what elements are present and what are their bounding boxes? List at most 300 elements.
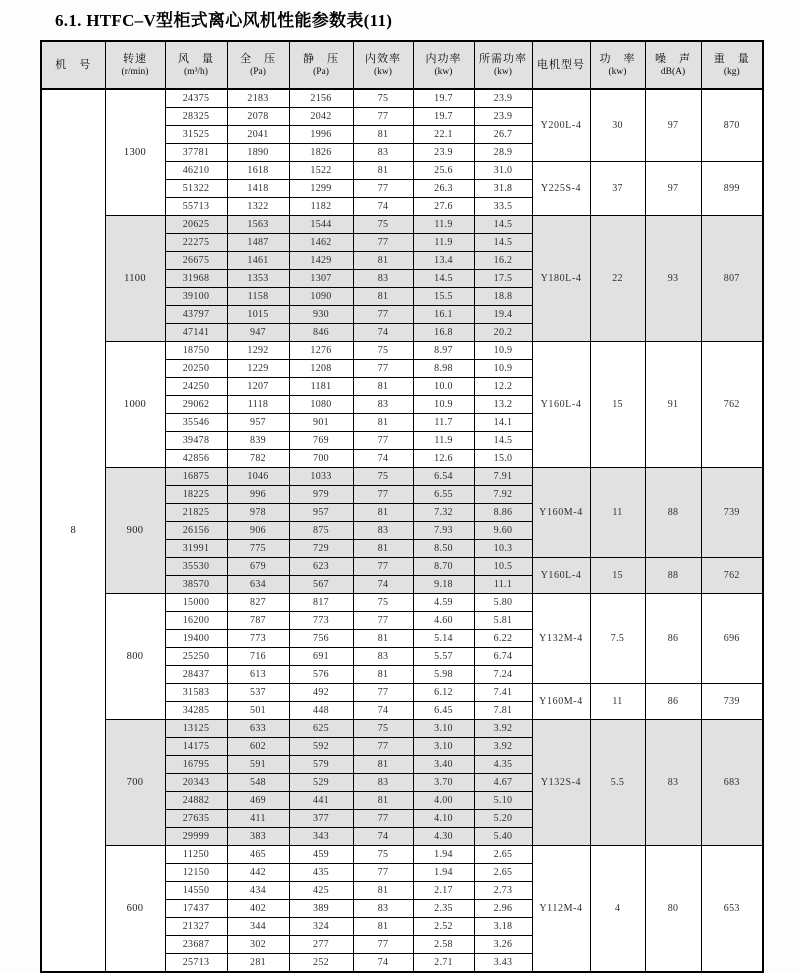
efficiency-cell: 77	[353, 180, 413, 198]
efficiency-cell: 81	[353, 126, 413, 144]
motor-model-cell: Y112M-4	[532, 846, 590, 973]
static-pressure-cell: 1182	[289, 198, 353, 216]
internal-power-cell: 2.17	[413, 882, 474, 900]
internal-power-cell: 10.9	[413, 396, 474, 414]
static-pressure-cell: 277	[289, 936, 353, 954]
required-power-cell: 10.9	[474, 342, 532, 360]
internal-power-cell: 16.8	[413, 324, 474, 342]
efficiency-cell: 74	[353, 324, 413, 342]
motor-model-cell: Y132S-4	[532, 720, 590, 846]
efficiency-cell: 81	[353, 918, 413, 936]
airflow-cell: 37781	[165, 144, 227, 162]
required-power-cell: 26.7	[474, 126, 532, 144]
required-power-cell: 2.73	[474, 882, 532, 900]
required-power-cell: 10.3	[474, 540, 532, 558]
total-pressure-cell: 1890	[227, 144, 289, 162]
efficiency-cell: 81	[353, 252, 413, 270]
static-pressure-cell: 1276	[289, 342, 353, 360]
motor-model-cell: Y160L-4	[532, 558, 590, 594]
internal-power-cell: 3.10	[413, 720, 474, 738]
required-power-cell: 4.67	[474, 774, 532, 792]
airflow-cell: 26675	[165, 252, 227, 270]
column-header-0	[41, 41, 105, 89]
required-power-cell: 9.60	[474, 522, 532, 540]
efficiency-cell: 81	[353, 162, 413, 180]
total-pressure-cell: 679	[227, 558, 289, 576]
internal-power-cell: 19.7	[413, 89, 474, 108]
internal-power-cell: 3.10	[413, 738, 474, 756]
static-pressure-cell: 773	[289, 612, 353, 630]
internal-power-cell: 11.9	[413, 234, 474, 252]
total-pressure-cell: 782	[227, 450, 289, 468]
internal-power-cell: 11.7	[413, 414, 474, 432]
required-power-cell: 6.22	[474, 630, 532, 648]
column-header-8	[532, 41, 590, 89]
airflow-cell: 34285	[165, 702, 227, 720]
total-pressure-cell: 787	[227, 612, 289, 630]
internal-power-cell: 9.18	[413, 576, 474, 594]
total-pressure-cell: 434	[227, 882, 289, 900]
total-pressure-cell: 2078	[227, 108, 289, 126]
static-pressure-cell: 425	[289, 882, 353, 900]
total-pressure-cell: 442	[227, 864, 289, 882]
static-pressure-cell: 817	[289, 594, 353, 612]
efficiency-cell: 74	[353, 954, 413, 973]
static-pressure-cell: 1826	[289, 144, 353, 162]
column-label: 电机型号	[537, 59, 585, 71]
motor-model-cell: Y160M-4	[532, 468, 590, 558]
column-label: 重 量	[713, 53, 750, 65]
total-pressure-cell: 469	[227, 792, 289, 810]
motor-power-cell: 15	[590, 342, 645, 468]
weight-cell: 870	[701, 89, 763, 162]
noise-cell: 88	[645, 468, 701, 558]
static-pressure-cell: 579	[289, 756, 353, 774]
efficiency-cell: 75	[353, 342, 413, 360]
required-power-cell: 23.9	[474, 89, 532, 108]
static-pressure-cell: 2042	[289, 108, 353, 126]
efficiency-cell: 81	[353, 504, 413, 522]
column-label: 所需功率	[479, 53, 527, 65]
airflow-cell: 19400	[165, 630, 227, 648]
internal-power-cell: 3.70	[413, 774, 474, 792]
speed-cell: 1000	[105, 342, 165, 468]
motor-power-cell: 4	[590, 846, 645, 973]
total-pressure-cell: 957	[227, 414, 289, 432]
internal-power-cell: 5.14	[413, 630, 474, 648]
internal-power-cell: 11.9	[413, 216, 474, 234]
required-power-cell: 3.18	[474, 918, 532, 936]
required-power-cell: 3.92	[474, 738, 532, 756]
efficiency-cell: 77	[353, 936, 413, 954]
column-label: 静 压	[303, 53, 339, 65]
total-pressure-cell: 1563	[227, 216, 289, 234]
motor-power-cell: 11	[590, 468, 645, 558]
internal-power-cell: 8.70	[413, 558, 474, 576]
static-pressure-cell: 901	[289, 414, 353, 432]
airflow-cell: 31968	[165, 270, 227, 288]
motor-model-cell: Y225S-4	[532, 162, 590, 216]
motor-model-cell: Y160L-4	[532, 342, 590, 468]
internal-power-cell: 27.6	[413, 198, 474, 216]
internal-power-cell: 2.71	[413, 954, 474, 973]
column-header-6	[413, 41, 474, 89]
internal-power-cell: 2.52	[413, 918, 474, 936]
required-power-cell: 2.65	[474, 846, 532, 864]
total-pressure-cell: 591	[227, 756, 289, 774]
column-unit: (Pa)	[313, 67, 329, 77]
machine-no-cell: 8	[41, 89, 105, 972]
static-pressure-cell: 435	[289, 864, 353, 882]
total-pressure-cell: 1618	[227, 162, 289, 180]
airflow-cell: 29999	[165, 828, 227, 846]
internal-power-cell: 7.32	[413, 504, 474, 522]
static-pressure-cell: 1307	[289, 270, 353, 288]
airflow-cell: 39100	[165, 288, 227, 306]
efficiency-cell: 75	[353, 846, 413, 864]
noise-cell: 88	[645, 558, 701, 594]
column-unit: (kg)	[723, 67, 740, 77]
efficiency-cell: 77	[353, 810, 413, 828]
speed-cell: 700	[105, 720, 165, 846]
internal-power-cell: 3.40	[413, 756, 474, 774]
efficiency-cell: 75	[353, 468, 413, 486]
efficiency-cell: 77	[353, 432, 413, 450]
efficiency-cell: 83	[353, 144, 413, 162]
static-pressure-cell: 343	[289, 828, 353, 846]
motor-power-cell: 7.5	[590, 594, 645, 684]
efficiency-cell: 83	[353, 648, 413, 666]
fan-spec-table	[40, 40, 764, 973]
efficiency-cell: 81	[353, 666, 413, 684]
required-power-cell: 3.92	[474, 720, 532, 738]
column-label: 噪 声	[655, 53, 691, 65]
static-pressure-cell: 1080	[289, 396, 353, 414]
total-pressure-cell: 1353	[227, 270, 289, 288]
total-pressure-cell: 613	[227, 666, 289, 684]
table-body	[41, 89, 763, 972]
motor-power-cell: 5.5	[590, 720, 645, 846]
internal-power-cell: 6.54	[413, 468, 474, 486]
required-power-cell: 28.9	[474, 144, 532, 162]
efficiency-cell: 74	[353, 828, 413, 846]
internal-power-cell: 11.9	[413, 432, 474, 450]
total-pressure-cell: 906	[227, 522, 289, 540]
airflow-cell: 12150	[165, 864, 227, 882]
speed-cell: 800	[105, 594, 165, 720]
column-unit: (m³/h)	[184, 67, 208, 77]
total-pressure-cell: 633	[227, 720, 289, 738]
total-pressure-cell: 501	[227, 702, 289, 720]
internal-power-cell: 10.0	[413, 378, 474, 396]
speed-cell: 900	[105, 468, 165, 594]
efficiency-cell: 75	[353, 720, 413, 738]
internal-power-cell: 25.6	[413, 162, 474, 180]
noise-cell: 91	[645, 342, 701, 468]
efficiency-cell: 81	[353, 630, 413, 648]
header-row	[41, 41, 763, 89]
column-label: 内效率	[365, 53, 401, 65]
static-pressure-cell: 529	[289, 774, 353, 792]
internal-power-cell: 5.98	[413, 666, 474, 684]
airflow-cell: 24882	[165, 792, 227, 810]
efficiency-cell: 81	[353, 378, 413, 396]
internal-power-cell: 4.59	[413, 594, 474, 612]
static-pressure-cell: 930	[289, 306, 353, 324]
required-power-cell: 5.81	[474, 612, 532, 630]
efficiency-cell: 75	[353, 216, 413, 234]
airflow-cell: 35546	[165, 414, 227, 432]
data-row	[41, 594, 763, 612]
column-header-5	[353, 41, 413, 89]
airflow-cell: 25250	[165, 648, 227, 666]
static-pressure-cell: 1996	[289, 126, 353, 144]
static-pressure-cell: 2156	[289, 89, 353, 108]
total-pressure-cell: 775	[227, 540, 289, 558]
efficiency-cell: 81	[353, 882, 413, 900]
total-pressure-cell: 1229	[227, 360, 289, 378]
airflow-cell: 55713	[165, 198, 227, 216]
airflow-cell: 18225	[165, 486, 227, 504]
efficiency-cell: 83	[353, 522, 413, 540]
airflow-cell: 24375	[165, 89, 227, 108]
column-label: 机 号	[55, 59, 92, 71]
efficiency-cell: 81	[353, 756, 413, 774]
speed-cell: 1300	[105, 89, 165, 216]
static-pressure-cell: 623	[289, 558, 353, 576]
column-label: 功 率	[599, 53, 636, 65]
airflow-cell: 35530	[165, 558, 227, 576]
total-pressure-cell: 1461	[227, 252, 289, 270]
required-power-cell: 14.5	[474, 234, 532, 252]
static-pressure-cell: 576	[289, 666, 353, 684]
static-pressure-cell: 377	[289, 810, 353, 828]
required-power-cell: 5.10	[474, 792, 532, 810]
total-pressure-cell: 996	[227, 486, 289, 504]
motor-model-cell: Y200L-4	[532, 89, 590, 162]
internal-power-cell: 5.57	[413, 648, 474, 666]
static-pressure-cell: 756	[289, 630, 353, 648]
total-pressure-cell: 634	[227, 576, 289, 594]
required-power-cell: 31.0	[474, 162, 532, 180]
static-pressure-cell: 1181	[289, 378, 353, 396]
efficiency-cell: 74	[353, 450, 413, 468]
efficiency-cell: 77	[353, 612, 413, 630]
weight-cell: 762	[701, 342, 763, 468]
total-pressure-cell: 548	[227, 774, 289, 792]
airflow-cell: 14550	[165, 882, 227, 900]
motor-model-cell: Y160M-4	[532, 684, 590, 720]
static-pressure-cell: 625	[289, 720, 353, 738]
speed-cell: 1100	[105, 216, 165, 342]
internal-power-cell: 8.97	[413, 342, 474, 360]
column-unit: (r/min)	[121, 67, 149, 77]
efficiency-cell: 81	[353, 414, 413, 432]
required-power-cell: 7.41	[474, 684, 532, 702]
efficiency-cell: 83	[353, 900, 413, 918]
required-power-cell: 5.80	[474, 594, 532, 612]
total-pressure-cell: 1015	[227, 306, 289, 324]
airflow-cell: 21327	[165, 918, 227, 936]
data-row	[41, 846, 763, 864]
static-pressure-cell: 492	[289, 684, 353, 702]
static-pressure-cell: 441	[289, 792, 353, 810]
total-pressure-cell: 1046	[227, 468, 289, 486]
column-header-11	[701, 41, 763, 89]
airflow-cell: 43797	[165, 306, 227, 324]
internal-power-cell: 6.45	[413, 702, 474, 720]
airflow-cell: 46210	[165, 162, 227, 180]
static-pressure-cell: 729	[289, 540, 353, 558]
static-pressure-cell: 1033	[289, 468, 353, 486]
airflow-cell: 42856	[165, 450, 227, 468]
airflow-cell: 51322	[165, 180, 227, 198]
static-pressure-cell: 979	[289, 486, 353, 504]
efficiency-cell: 81	[353, 540, 413, 558]
required-power-cell: 31.8	[474, 180, 532, 198]
airflow-cell: 26156	[165, 522, 227, 540]
airflow-cell: 31583	[165, 684, 227, 702]
required-power-cell: 14.5	[474, 216, 532, 234]
airflow-cell: 38570	[165, 576, 227, 594]
static-pressure-cell: 448	[289, 702, 353, 720]
required-power-cell: 6.74	[474, 648, 532, 666]
total-pressure-cell: 402	[227, 900, 289, 918]
motor-power-cell: 15	[590, 558, 645, 594]
total-pressure-cell: 839	[227, 432, 289, 450]
internal-power-cell: 4.60	[413, 612, 474, 630]
total-pressure-cell: 1207	[227, 378, 289, 396]
internal-power-cell: 6.55	[413, 486, 474, 504]
column-label: 全 压	[240, 53, 276, 65]
airflow-cell: 24250	[165, 378, 227, 396]
total-pressure-cell: 827	[227, 594, 289, 612]
total-pressure-cell: 773	[227, 630, 289, 648]
static-pressure-cell: 875	[289, 522, 353, 540]
required-power-cell: 3.43	[474, 954, 532, 973]
data-row	[41, 216, 763, 234]
internal-power-cell: 7.93	[413, 522, 474, 540]
total-pressure-cell: 537	[227, 684, 289, 702]
airflow-cell: 31525	[165, 126, 227, 144]
efficiency-cell: 81	[353, 288, 413, 306]
static-pressure-cell: 389	[289, 900, 353, 918]
total-pressure-cell: 1322	[227, 198, 289, 216]
weight-cell: 696	[701, 594, 763, 684]
column-unit: (kw)	[374, 67, 392, 77]
motor-power-cell: 30	[590, 89, 645, 162]
required-power-cell: 17.5	[474, 270, 532, 288]
data-row	[41, 468, 763, 486]
column-header-7	[474, 41, 532, 89]
static-pressure-cell: 1462	[289, 234, 353, 252]
static-pressure-cell: 1429	[289, 252, 353, 270]
airflow-cell: 23687	[165, 936, 227, 954]
airflow-cell: 11250	[165, 846, 227, 864]
total-pressure-cell: 2041	[227, 126, 289, 144]
column-header-2	[165, 41, 227, 89]
motor-model-cell: Y132M-4	[532, 594, 590, 684]
airflow-cell: 47141	[165, 324, 227, 342]
weight-cell: 683	[701, 720, 763, 846]
airflow-cell: 25713	[165, 954, 227, 973]
noise-cell: 86	[645, 594, 701, 684]
required-power-cell: 5.20	[474, 810, 532, 828]
efficiency-cell: 77	[353, 360, 413, 378]
noise-cell: 86	[645, 684, 701, 720]
efficiency-cell: 83	[353, 774, 413, 792]
required-power-cell: 19.4	[474, 306, 532, 324]
airflow-cell: 18750	[165, 342, 227, 360]
required-power-cell: 7.81	[474, 702, 532, 720]
total-pressure-cell: 383	[227, 828, 289, 846]
internal-power-cell: 12.6	[413, 450, 474, 468]
column-unit: (kw)	[494, 67, 512, 77]
airflow-cell: 27635	[165, 810, 227, 828]
airflow-cell: 16200	[165, 612, 227, 630]
total-pressure-cell: 1118	[227, 396, 289, 414]
total-pressure-cell: 947	[227, 324, 289, 342]
motor-model-cell: Y180L-4	[532, 216, 590, 342]
column-unit: (kw)	[608, 67, 627, 77]
motor-power-cell: 11	[590, 684, 645, 720]
total-pressure-cell: 281	[227, 954, 289, 973]
column-label: 内功率	[425, 53, 462, 65]
weight-cell: 762	[701, 558, 763, 594]
airflow-cell: 29062	[165, 396, 227, 414]
required-power-cell: 8.86	[474, 504, 532, 522]
efficiency-cell: 83	[353, 396, 413, 414]
column-unit: (kw)	[434, 67, 453, 77]
column-header-1	[105, 41, 165, 89]
efficiency-cell: 74	[353, 576, 413, 594]
airflow-cell: 28437	[165, 666, 227, 684]
data-row	[41, 89, 763, 108]
required-power-cell: 3.26	[474, 936, 532, 954]
required-power-cell: 4.35	[474, 756, 532, 774]
efficiency-cell: 74	[353, 702, 413, 720]
airflow-cell: 16795	[165, 756, 227, 774]
required-power-cell: 13.2	[474, 396, 532, 414]
airflow-cell: 20343	[165, 774, 227, 792]
motor-power-cell: 37	[590, 162, 645, 216]
speed-cell: 600	[105, 846, 165, 973]
internal-power-cell: 1.94	[413, 846, 474, 864]
table-header	[41, 41, 763, 89]
efficiency-cell: 83	[353, 270, 413, 288]
internal-power-cell: 15.5	[413, 288, 474, 306]
weight-cell: 739	[701, 468, 763, 558]
total-pressure-cell: 1418	[227, 180, 289, 198]
airflow-cell: 20250	[165, 360, 227, 378]
airflow-cell: 20625	[165, 216, 227, 234]
data-row	[41, 720, 763, 738]
internal-power-cell: 2.35	[413, 900, 474, 918]
internal-power-cell: 8.98	[413, 360, 474, 378]
static-pressure-cell: 252	[289, 954, 353, 973]
column-header-4	[289, 41, 353, 89]
internal-power-cell: 4.10	[413, 810, 474, 828]
internal-power-cell: 2.58	[413, 936, 474, 954]
total-pressure-cell: 1158	[227, 288, 289, 306]
required-power-cell: 10.5	[474, 558, 532, 576]
required-power-cell: 5.40	[474, 828, 532, 846]
internal-power-cell: 16.1	[413, 306, 474, 324]
required-power-cell: 33.5	[474, 198, 532, 216]
total-pressure-cell: 978	[227, 504, 289, 522]
internal-power-cell: 4.00	[413, 792, 474, 810]
static-pressure-cell: 459	[289, 846, 353, 864]
